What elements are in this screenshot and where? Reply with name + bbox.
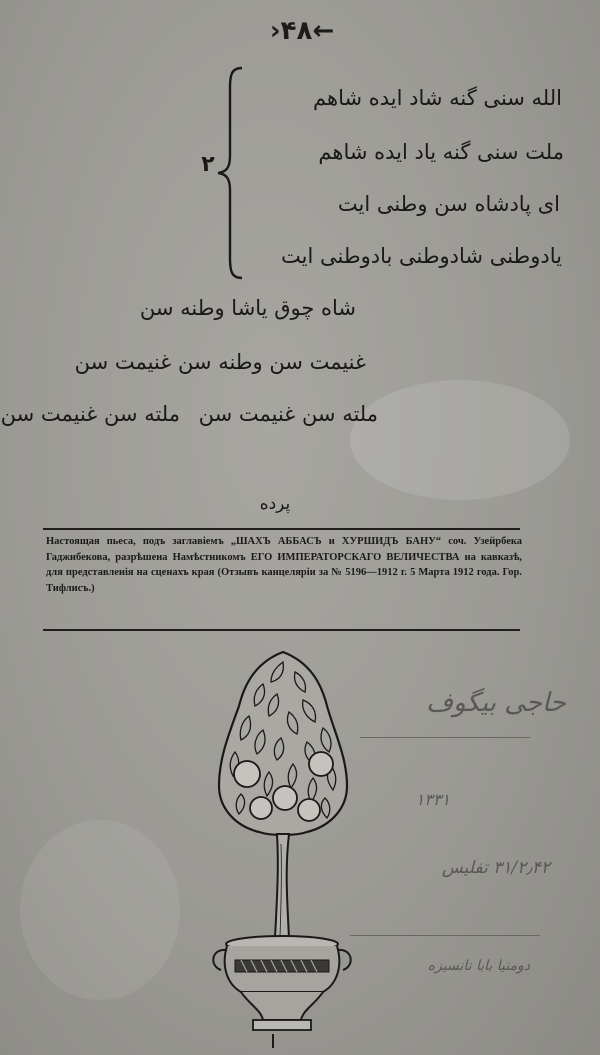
verse-line-2: ملت سنی گنه یاد ایده شاهم xyxy=(318,140,564,164)
handwriting-underline xyxy=(350,935,540,936)
verse-line-4: یادوطنی شادوطنی بادوطنی ایت xyxy=(281,244,562,268)
handwritten-signature: حاجی بیگوف xyxy=(426,688,566,718)
censor-note: Настоящая пьеса, подъ заглавіемъ „ШАХЪ АББАСЪ и ХУРШИДЪ БАНУ“ соч. Узейрбека Гаджибекова, разрѣшена Намѣстникомъ ЕГО ИМПЕРАТОРСКАГО ВЕЛИЧЕСТВА на кавказѣ, для представленія на сценахъ края (Отзывъ канцеляріи за № 5196—1912 г. 5 Марта 1912 года. Гор. Тифлисъ.) xyxy=(46,536,522,594)
verse-line-6: غنیمت سن وطنه سن غنیمت سن xyxy=(74,350,366,374)
potted-tree-illustration xyxy=(205,648,360,1053)
verse-line-5: شاه چوق یاشا وطنه سن xyxy=(139,296,356,320)
curtain-word: پرده xyxy=(259,494,291,514)
handwritten-date: ۳۱/۲٫۴۲ تفلیس xyxy=(441,858,550,878)
page-number-value: ۴۸ xyxy=(280,16,313,46)
verse-line-1: الله سنی گنه شاد ایده شاهم xyxy=(313,86,562,110)
page-number-right-dash: ‹ xyxy=(269,16,281,46)
verse-line-7: ملته سن غنیمت سن xyxy=(198,402,378,426)
verse-line-3: ای پادشاه سن وطنی ایت xyxy=(337,192,560,216)
divider-top xyxy=(43,528,520,530)
page-number xyxy=(262,16,342,50)
verse-line-8: ملته سن غنیمت سن xyxy=(0,402,180,426)
handwritten-note: دومنیا بابا نانسیزه xyxy=(427,958,530,974)
divider-bottom xyxy=(43,629,520,631)
paper-stain xyxy=(350,380,570,500)
handwritten-number: ۱۳۳۱ xyxy=(415,790,450,809)
paper-stain xyxy=(20,820,180,1000)
handwriting-underline xyxy=(360,737,530,738)
page-number-left-dash: ← xyxy=(312,16,335,46)
stanza-number: ۲ xyxy=(201,152,215,177)
